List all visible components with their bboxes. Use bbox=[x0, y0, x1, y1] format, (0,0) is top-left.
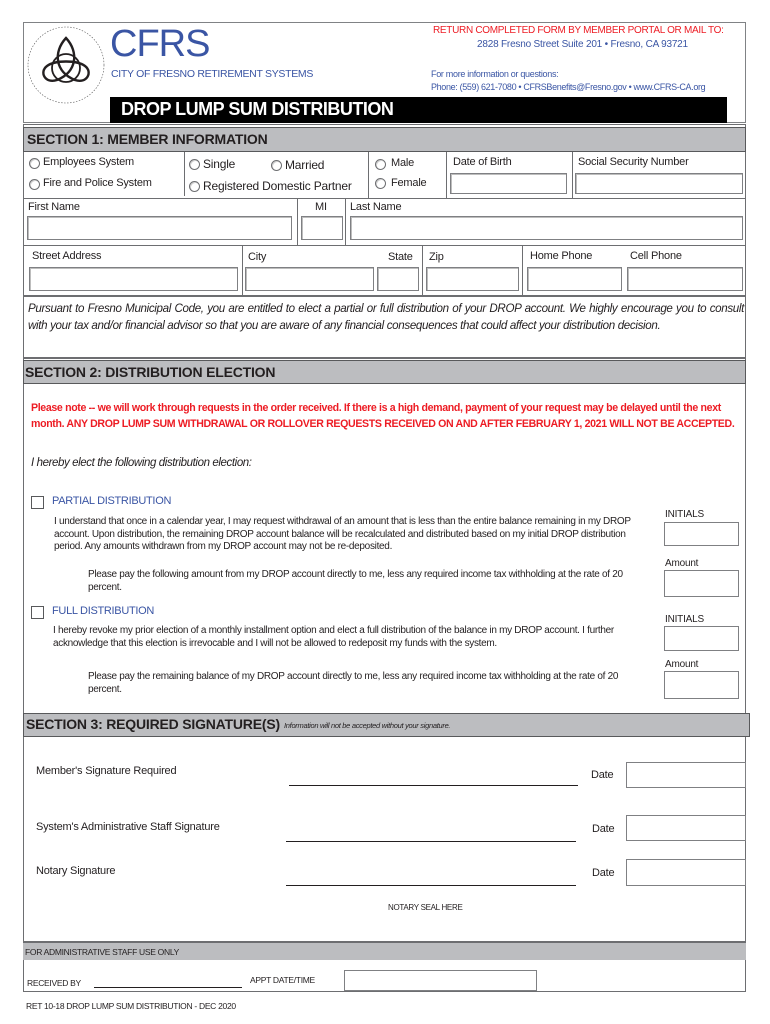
staff-date-field[interactable] bbox=[626, 815, 746, 841]
divider bbox=[242, 245, 243, 296]
partial-distribution-checkbox[interactable] bbox=[31, 496, 44, 509]
domestic-partner-label: Registered Domestic Partner bbox=[203, 179, 352, 193]
divider bbox=[345, 198, 346, 245]
notary-seal-area: NOTARY SEAL HERE bbox=[388, 903, 463, 912]
intro-paragraph: Pursuant to Fresno Municipal Code, you are entitled to elect a partial or full distribution of your DROP account. We highly encourage you to consult with your tax and/or financial advisor so that you are aware of any financial consequences that could affect your distribution decision. bbox=[28, 302, 744, 332]
trinity-knot-seal-icon bbox=[25, 24, 107, 106]
last-name-field[interactable] bbox=[350, 216, 743, 240]
cell-phone-field[interactable] bbox=[627, 267, 743, 291]
demand-notice: Please note -- we will work through requests in the order received. If there is a high demand, payment of your request may be delayed until the next month. ANY DROP LUMP SUM WITHDRAWAL OR ROLLOVER REQUESTS RECEIVED ON AND AFTER FEBRUARY 1, 2021 WILL NOT BE ACCEPTED. bbox=[31, 402, 735, 430]
partial-amount-field[interactable] bbox=[664, 570, 739, 597]
ssn-field[interactable] bbox=[575, 173, 743, 194]
logo-acronym: CFRS bbox=[110, 23, 210, 65]
section1-title: SECTION 1: MEMBER INFORMATION bbox=[27, 131, 268, 147]
first-name-label: First Name bbox=[28, 201, 80, 213]
staff-signature-label: System's Administrative Staff Signature bbox=[36, 821, 220, 833]
state-label: State bbox=[388, 251, 413, 263]
notary-date-label: Date bbox=[592, 867, 615, 879]
fire-police-system-radio[interactable] bbox=[29, 179, 40, 190]
info-label: For more information or questions: bbox=[431, 69, 559, 79]
divider bbox=[522, 245, 523, 296]
received-by-label: RECEIVED BY bbox=[27, 978, 81, 988]
appt-date-field[interactable] bbox=[344, 970, 537, 991]
ssn-label: Social Security Number bbox=[578, 156, 689, 168]
notary-signature-line[interactable] bbox=[286, 885, 576, 886]
full-initials-label: INITIALS bbox=[665, 614, 704, 625]
last-name-label: Last Name bbox=[350, 201, 402, 213]
fire-police-system-label: Fire and Police System bbox=[43, 177, 152, 189]
mail-address: 2828 Fresno Street Suite 201 • Fresno, CA 93721 bbox=[477, 39, 688, 50]
appt-label: APPT DATE/TIME bbox=[250, 975, 315, 985]
full-payment-text: Please pay the remaining balance of my DROP account directly to me, less any required income tax withholding at the rate of 20 percent. bbox=[88, 671, 619, 695]
mi-field[interactable] bbox=[301, 216, 343, 240]
state-field[interactable] bbox=[377, 267, 419, 291]
street-field[interactable] bbox=[29, 267, 238, 291]
street-label: Street Address bbox=[32, 250, 102, 262]
female-label: Female bbox=[391, 177, 427, 189]
form-code: RET 10-18 DROP LUMP SUM DISTRIBUTION - DEC 2020 bbox=[26, 1001, 236, 1011]
divider bbox=[23, 245, 746, 246]
full-distribution-text: I hereby revoke my prior election of a monthly installment option and elect a full distribution of the balance in my DROP account. I further acknowledge that this election is irrevocable and I will not be allowed to redeposit my funds with the system. bbox=[53, 625, 614, 649]
notary-signature-label: Notary Signature bbox=[36, 865, 116, 877]
section3-title: SECTION 3: REQUIRED SIGNATURE(S) bbox=[26, 716, 280, 732]
contact-line: Phone: (559) 621-7080 • CFRSBenefits@Fresno.gov • www.CFRS-CA.org bbox=[431, 82, 706, 92]
member-date-label: Date bbox=[591, 769, 614, 781]
dob-label: Date of Birth bbox=[453, 156, 512, 168]
first-name-field[interactable] bbox=[27, 216, 292, 240]
partial-distribution-label: PARTIAL DISTRIBUTION bbox=[52, 495, 172, 507]
male-radio[interactable] bbox=[375, 159, 386, 170]
partial-distribution-text: I understand that once in a calendar year, I may request withdrawal of an amount that is less than the entire balance remaining in my DROP account. Upon distribution, the remaining DROP account balance will be recalculated and distributed based on my initial DROP distribution period. Any amounts withdrawn from my DROP account may not be re-deposited. bbox=[54, 516, 631, 552]
form-title: DROP LUMP SUM DISTRIBUTION bbox=[121, 99, 394, 119]
member-date-field[interactable] bbox=[626, 762, 746, 788]
domestic-partner-radio[interactable] bbox=[189, 181, 200, 192]
full-distribution-checkbox[interactable] bbox=[31, 606, 44, 619]
partial-amount-label: Amount bbox=[665, 558, 699, 569]
home-phone-field[interactable] bbox=[527, 267, 622, 291]
divider bbox=[297, 198, 298, 245]
org-name: CITY OF FRESNO RETIREMENT SYSTEMS bbox=[111, 68, 314, 80]
single-radio[interactable] bbox=[189, 159, 200, 170]
divider bbox=[572, 152, 573, 198]
member-signature-line[interactable] bbox=[289, 785, 578, 786]
employees-system-radio[interactable] bbox=[29, 158, 40, 169]
section2-title: SECTION 2: DISTRIBUTION ELECTION bbox=[25, 364, 276, 380]
city-label: City bbox=[248, 251, 267, 263]
female-radio[interactable] bbox=[375, 178, 386, 189]
full-distribution-label: FULL DISTRIBUTION bbox=[52, 605, 155, 617]
partial-payment-text: Please pay the following amount from my DROP account directly to me, less any required income tax withholding at the rate of 20 percent. bbox=[88, 569, 623, 593]
married-label: Married bbox=[285, 158, 325, 172]
partial-initials-label: INITIALS bbox=[665, 509, 704, 520]
divider bbox=[23, 198, 746, 199]
cfrs-seal-logo bbox=[25, 24, 107, 106]
married-radio[interactable] bbox=[271, 160, 282, 171]
divider bbox=[368, 152, 369, 198]
notary-date-field[interactable] bbox=[626, 859, 746, 886]
divider bbox=[422, 245, 423, 296]
member-signature-label: Member's Signature Required bbox=[36, 765, 177, 777]
section3-subtitle: Information will not be accepted without your signature. bbox=[284, 721, 451, 730]
divider bbox=[446, 152, 447, 198]
admin-title: FOR ADMINISTRATIVE STAFF USE ONLY bbox=[25, 947, 179, 957]
zip-label: Zip bbox=[429, 251, 444, 263]
full-initials-field[interactable] bbox=[664, 626, 739, 651]
divider bbox=[184, 152, 185, 196]
full-amount-field[interactable] bbox=[664, 671, 739, 699]
staff-signature-line[interactable] bbox=[286, 841, 576, 842]
election-prompt: I hereby elect the following distribution election: bbox=[31, 457, 252, 469]
partial-initials-field[interactable] bbox=[664, 522, 739, 546]
staff-date-label: Date bbox=[592, 823, 615, 835]
zip-field[interactable] bbox=[426, 267, 519, 291]
cell-phone-label: Cell Phone bbox=[630, 250, 682, 262]
full-amount-label: Amount bbox=[665, 659, 699, 670]
home-phone-label: Home Phone bbox=[530, 250, 593, 262]
mi-label: MI bbox=[315, 201, 327, 213]
male-label: Male bbox=[391, 157, 415, 169]
dob-field[interactable] bbox=[450, 173, 567, 194]
return-notice: RETURN COMPLETED FORM BY MEMBER PORTAL OR MAIL TO: bbox=[433, 25, 724, 36]
city-field[interactable] bbox=[245, 267, 374, 291]
received-by-line[interactable] bbox=[94, 987, 242, 988]
employees-system-label: Employees System bbox=[43, 156, 134, 168]
single-label: Single bbox=[203, 157, 236, 171]
